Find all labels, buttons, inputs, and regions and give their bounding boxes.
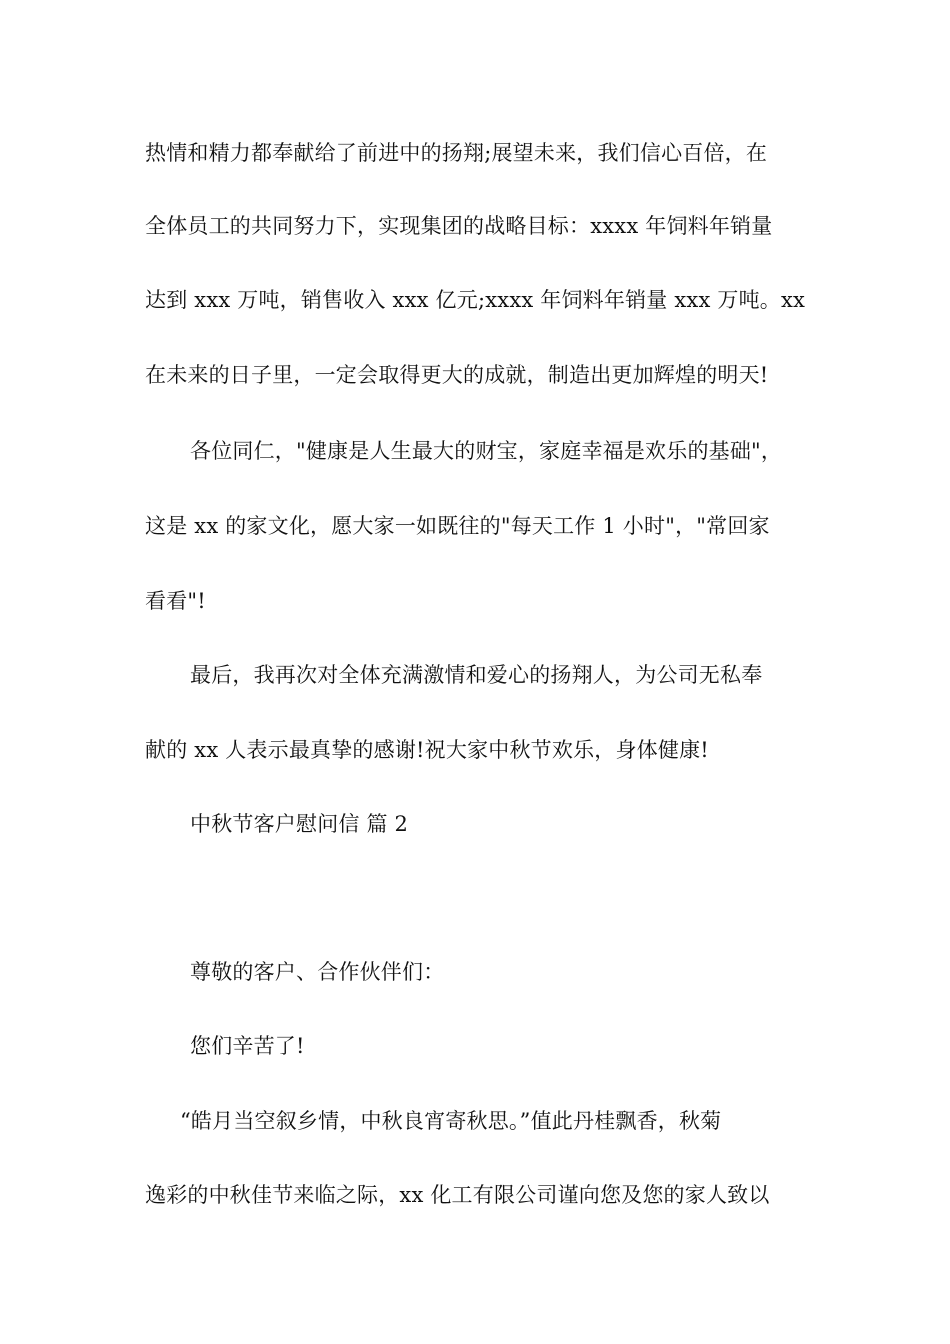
paragraph-line: “皓月当空叙乡情，中秋良宵寄秋思。”值此丹桂飘香，秋菊	[180, 1109, 722, 1133]
paragraph-line: 这是 xx 的家文化，愿大家一如既往的"每天工作 1 小时"，"常回家	[145, 514, 770, 538]
paragraph-line: 达到 xxx 万吨，销售收入 xxx 亿元;xxxx 年饲料年销量 xxx 万吨。xx	[145, 288, 806, 312]
paragraph-line: 全体员工的共同努力下，实现集团的战略目标：xxxx 年饲料年销量	[145, 214, 773, 238]
section-heading: 中秋节客户慰问信 篇 2	[190, 812, 409, 836]
paragraph-line: 最后，我再次对全体充满激情和爱心的扬翔人，为公司无私奉	[190, 663, 763, 687]
paragraph-line: 各位同仁，"健康是人生最大的财宝，家庭幸福是欢乐的基础"，	[190, 439, 783, 463]
salutation: 尊敬的客户、合作伙伴们：	[190, 960, 445, 984]
paragraph-line: 看看"!	[145, 589, 206, 613]
paragraph-line: 逸彩的中秋佳节来临之际，xx 化工有限公司谨向您及您的家人致以	[145, 1183, 770, 1207]
paragraph-line: 热情和精力都奉献给了前进中的扬翔;展望未来，我们信心百倍，在	[145, 141, 768, 165]
greeting: 您们辛苦了!	[190, 1034, 305, 1058]
paragraph-line: 在未来的日子里，一定会取得更大的成就，制造出更加辉煌的明天!	[145, 363, 769, 387]
paragraph-line: 献的 xx 人表示最真挚的感谢!祝大家中秋节欢乐，身体健康!	[145, 738, 709, 762]
